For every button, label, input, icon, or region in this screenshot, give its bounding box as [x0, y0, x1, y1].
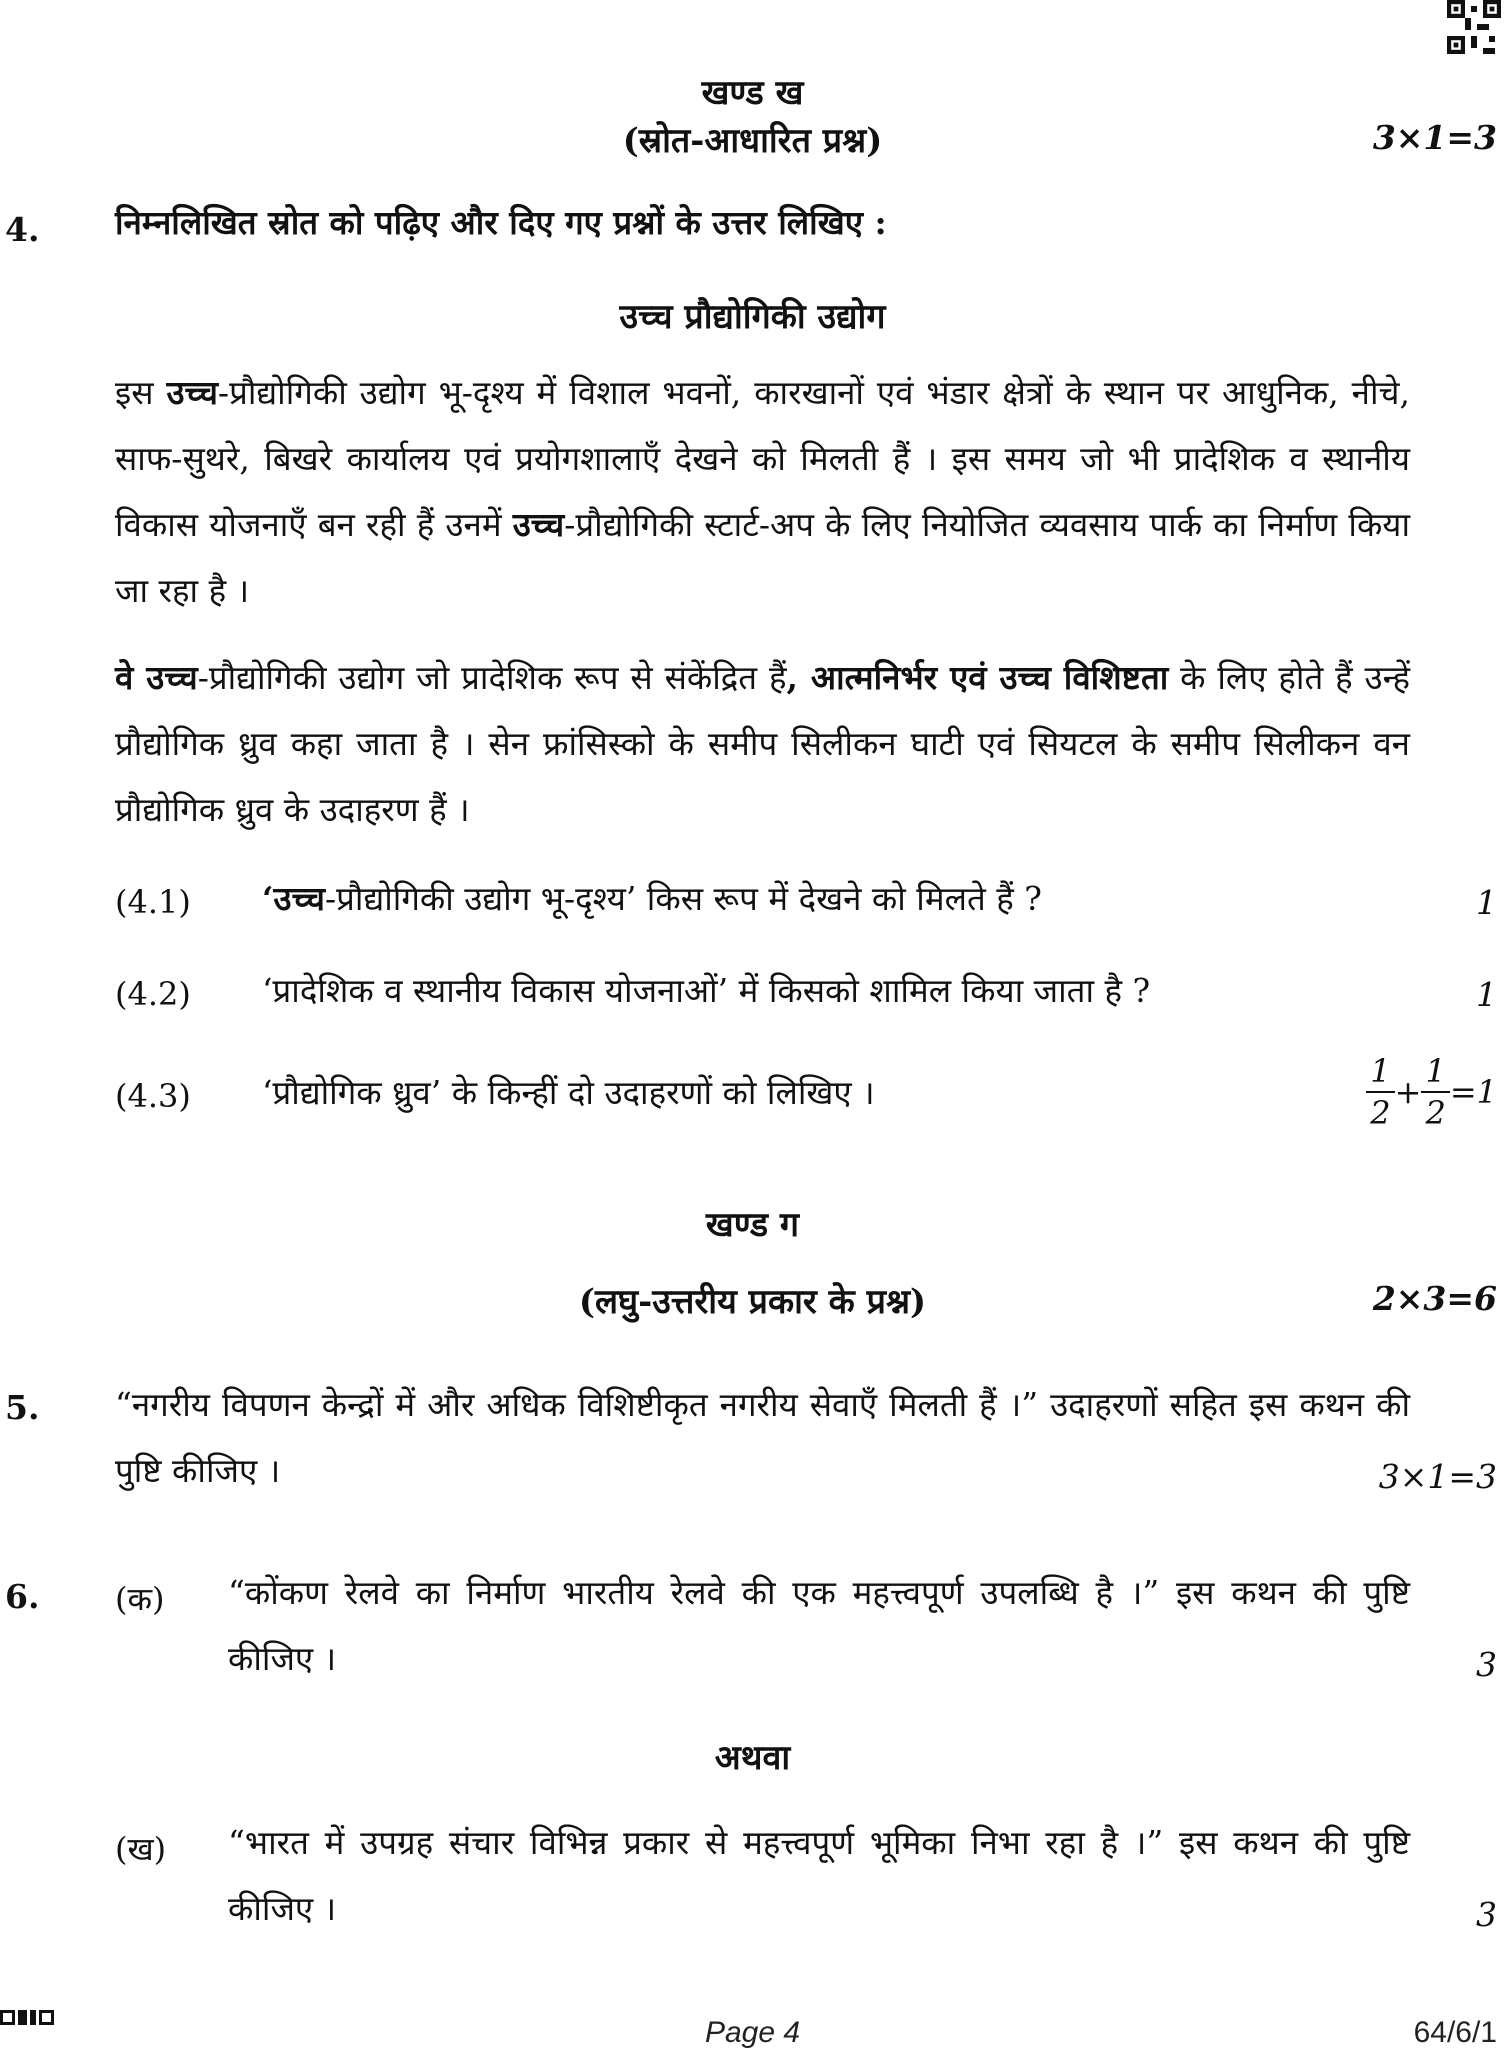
para2-bold-1: वे उच्च — [115, 658, 198, 697]
subquestion-4-1-marks: 1 — [1476, 883, 1497, 922]
footer-paper-code: 64/6/1 — [1413, 2016, 1497, 2049]
question-5-marks: 3×1=3 — [1378, 1457, 1497, 1496]
question-4-instruction: निम्नलिखित स्रोत को पढ़िए और दिए गए प्रश्नों के उत्तर लिखिए : — [115, 203, 887, 242]
subquestion-4-2-marks: 1 — [1476, 975, 1497, 1014]
para1-text-3: -प्रौद्योगिकी स्टार्ट-अप के लिए नियोजित व्यवसाय पार्क का निर्माण किया जा रहा है । — [115, 505, 1410, 610]
question-6-a-label: (क) — [115, 1580, 165, 1618]
or-separator: अथवा — [714, 1738, 791, 1778]
para1-bold-2: उच्च — [512, 505, 565, 544]
question-6-a-marks: 3 — [1476, 1645, 1497, 1684]
question-6-b-label: (ख) — [115, 1830, 167, 1868]
subquestion-4-1-bold: ‘उच्च — [262, 879, 325, 918]
section-c-marks: 2×3=6 — [1372, 1279, 1497, 1318]
question-6-a-text: “कोंकण रेलवे का निर्माण भारतीय रेलवे की एक महत्त्वपूर्ण उपलब्धि है ।” इस कथन की पुष्टि कीजिए । — [228, 1573, 1410, 1678]
para2-bold-2: , आत्मनिर्भर एवं उच्च विशिष्टता — [786, 658, 1169, 697]
fraction-half-2: $\frac{1}{2}$ — [1421, 1055, 1449, 1129]
section-b-subtitle: (स्रोत-आधारित प्रश्न) — [622, 121, 883, 161]
question-5-number: 5. — [5, 1388, 40, 1427]
para1-bold-1: उच्च — [166, 373, 218, 412]
question-5-text: “नगरीय विपणन केन्द्रों में और अधिक विशिष्टीकृत नगरीय सेवाएँ मिलती हैं ।” उदाहरणों सहित इस कथन की पुष्टि कीजिए । — [115, 1385, 1410, 1490]
para2-text-2: के लिए होते हैं उन्हें प्रौद्योगिक ध्रुव कहा जाता है । सेन फ्रांसिस्को के समीप सिलीकन घाटी एवं सियटल के समीप सिलीकन वन प्रौद्योगिक ध्रुव के उदाहरण हैं । — [115, 658, 1410, 829]
subquestion-4-3-text: ‘प्रौद्योगिक ध्रुव’ के किन्हीं दो उदाहरणों को लिखिए । — [262, 1073, 875, 1112]
question-6-b-marks: 3 — [1476, 1895, 1497, 1934]
passage-paragraph-2 — [115, 645, 1410, 843]
para1-text-2: -प्रौद्योगिकी उद्योग भू-दृश्य में विशाल भवनों, कारखानों एवं भंडार क्षेत्रों के स्थान पर आधुनिक, नीचे, साफ-सुथरे, बिखरे कार्यालय एवं प्रयोगशालाएँ देखने को मिलती हैं । इस समय जो भी प्रादेशिक व स्थानीय विकास योजनाएँ बन रही हैं उनमें — [115, 373, 1410, 544]
section-c-title: खण्ड ग — [705, 1205, 800, 1245]
passage-paragraph-1 — [115, 360, 1410, 624]
section-b-title: खण्ड ख — [701, 73, 804, 113]
subquestion-4-3-number: (4.3) — [115, 1077, 191, 1115]
para1-text-1: इस — [115, 373, 167, 412]
subquestion-4-1-text — [262, 866, 1362, 932]
section-b-marks: 3×1=3 — [1372, 118, 1497, 157]
para2-text-1: -प्रौद्योगिकी उद्योग जो प्रादेशिक रूप से संकेंद्रित हैं — [197, 658, 787, 697]
subquestion-4-1-body: -प्रौद्योगिकी उद्योग भू-दृश्य’ किस रूप में देखने को मिलते हैं ? — [324, 879, 1042, 918]
subquestion-4-2-text: ‘प्रादेशिक व स्थानीय विकास योजनाओं’ में किसको शामिल किया जाता है ? — [262, 971, 1151, 1010]
footer-page-number: Page 4 — [704, 2016, 801, 2049]
fraction-half-1: $\frac{1}{2}$ — [1366, 1055, 1394, 1129]
passage-title: उच्च प्रौद्योगिकी उद्योग — [619, 297, 886, 337]
question-6-number: 6. — [5, 1577, 40, 1616]
section-c-subtitle: (लघु-उत्तरीय प्रकार के प्रश्न) — [578, 1282, 927, 1322]
fraction-plus: + — [1394, 1073, 1422, 1111]
fraction-result: =1 — [1449, 1073, 1497, 1111]
qr-code-icon — [1447, 0, 1501, 54]
subquestion-4-2-number: (4.2) — [115, 975, 191, 1013]
question-6-b-text: “भारत में उपग्रह संचार विभिन्न प्रकार से महत्त्वपूर्ण भूमिका निभा रहा है ।” इस कथन की पुष्टि कीजिए । — [228, 1823, 1410, 1928]
subquestion-4-3-marks — [1366, 1052, 1497, 1132]
subquestion-4-1-number: (4.1) — [115, 883, 191, 921]
question-4-number: 4. — [5, 210, 40, 249]
